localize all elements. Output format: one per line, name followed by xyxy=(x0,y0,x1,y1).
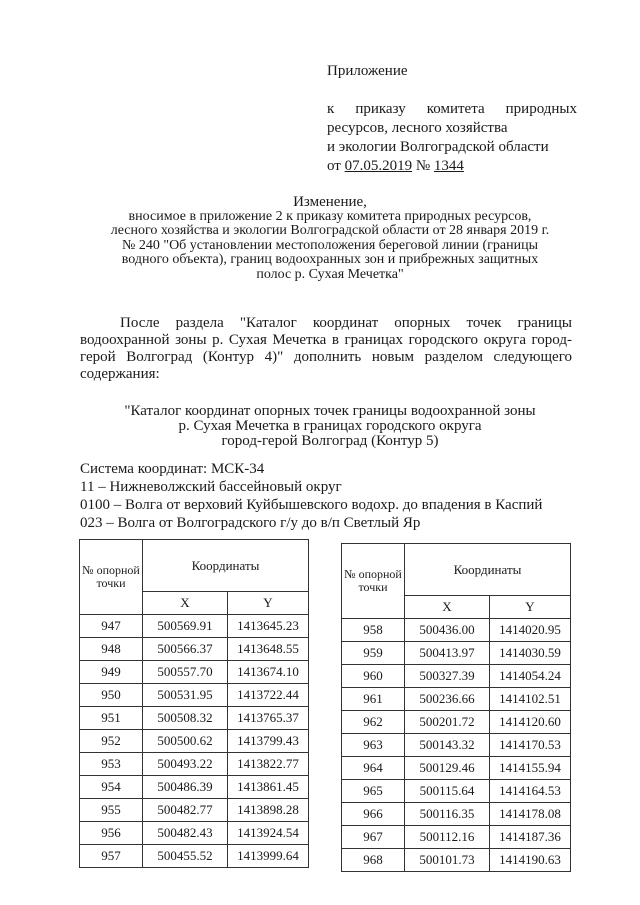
order-date: 07.05.2019 xyxy=(344,158,413,174)
table-row xyxy=(342,849,571,872)
x-coordinate-cell: 500508.32 xyxy=(143,707,228,730)
header-y: Y xyxy=(228,592,309,615)
table-row xyxy=(80,615,309,638)
x-coordinate-cell: 500500.62 xyxy=(143,730,228,753)
point-number-cell: 949 xyxy=(80,661,143,684)
table-row xyxy=(80,684,309,707)
x-coordinate-cell: 500531.95 xyxy=(143,684,228,707)
table-row xyxy=(80,845,309,868)
table-row xyxy=(80,776,309,799)
point-number-cell: 964 xyxy=(342,757,405,780)
table-row xyxy=(80,730,309,753)
table-row xyxy=(342,803,571,826)
point-number-cell: 948 xyxy=(80,638,143,661)
table-row xyxy=(342,826,571,849)
point-number-cell: 953 xyxy=(80,753,143,776)
point-number-cell: 947 xyxy=(80,615,143,638)
system-line-3: 023 – Волга от Волгоградского г/у до в/п Светлый Яр xyxy=(80,515,421,531)
catalog-line-1: р. Сухая Мечетка в границах городского округа xyxy=(178,418,482,434)
point-number-cell: 955 xyxy=(80,799,143,822)
y-coordinate-cell: 1414120.60 xyxy=(490,711,571,734)
catalog-title xyxy=(80,404,580,449)
point-number-cell: 950 xyxy=(80,684,143,707)
y-coordinate-cell: 1414170.53 xyxy=(490,734,571,757)
heading-line-4: водного объекта), границ водоохранных зон и прибрежных защитных xyxy=(121,252,539,267)
table-row xyxy=(342,619,571,642)
y-coordinate-cell: 1414054.24 xyxy=(490,665,571,688)
table-row xyxy=(80,638,309,661)
heading-line-1: вносимое в приложение 2 к приказу комитета природных ресурсов, xyxy=(128,208,532,224)
x-coordinate-cell: 500413.97 xyxy=(405,642,490,665)
x-coordinate-cell: 500236.66 xyxy=(405,688,490,711)
point-number-cell: 958 xyxy=(342,619,405,642)
system-line-0: Система координат: МСК-34 xyxy=(80,461,265,477)
point-number-cell: 960 xyxy=(342,665,405,688)
x-coordinate-cell: 500557.70 xyxy=(143,661,228,684)
header-y: Y xyxy=(490,596,571,619)
x-coordinate-cell: 500115.64 xyxy=(405,780,490,803)
table-row xyxy=(80,707,309,730)
point-number-cell: 961 xyxy=(342,688,405,711)
body-paragraph xyxy=(80,315,572,383)
table-row xyxy=(342,757,571,780)
x-coordinate-cell: 500455.52 xyxy=(143,845,228,868)
point-number-cell: 966 xyxy=(342,803,405,826)
x-coordinate-cell: 500327.39 xyxy=(405,665,490,688)
catalog-line-0: "Каталог координат опорных точек границы водоохранной зоны xyxy=(124,403,536,419)
table-row xyxy=(80,822,309,845)
paragraph-text: После раздела "Каталог координат опорных точек границы водоохранной зоны р. Сухая Мечетка в границах городского округа город-герой Волгоград (Контур 4)" дополнить новым разделом следующего содержания: xyxy=(80,315,572,382)
appendix-date-line xyxy=(327,157,577,176)
point-number-cell: 956 xyxy=(80,822,143,845)
table-row xyxy=(342,642,571,665)
coordinate-system-info xyxy=(80,460,590,532)
header-point-number: № опорной точки xyxy=(342,544,405,619)
heading-line-5: полос р. Сухая Мечетка" xyxy=(256,266,404,282)
system-line-2: 0100 – Волга от верховий Куйбышевского водохр. до впадения в Каспий xyxy=(80,497,543,513)
system-line-1: 11 – Нижневолжский бассейновый округ xyxy=(80,479,342,495)
y-coordinate-cell: 1414164.53 xyxy=(490,780,571,803)
x-coordinate-cell: 500129.46 xyxy=(405,757,490,780)
y-coordinate-cell: 1414190.63 xyxy=(490,849,571,872)
heading-line-2: лесного хозяйства и экологии Волгоградской области от 28 января 2019 г. xyxy=(110,223,550,238)
y-coordinate-cell: 1413645.23 xyxy=(228,615,309,638)
y-coordinate-cell: 1414155.94 xyxy=(490,757,571,780)
heading-line-3: № 240 "Об установлении местоположения береговой линии (границы xyxy=(122,237,538,253)
y-coordinate-cell: 1414030.59 xyxy=(490,642,571,665)
appendix-block xyxy=(327,62,577,176)
y-coordinate-cell: 1413799.43 xyxy=(228,730,309,753)
header-point-number: № опорной точки xyxy=(80,540,143,615)
point-number-cell: 965 xyxy=(342,780,405,803)
y-coordinate-cell: 1413648.55 xyxy=(228,638,309,661)
x-coordinate-cell: 500482.43 xyxy=(143,822,228,845)
table-row xyxy=(342,711,571,734)
order-number: 1344 xyxy=(433,158,464,174)
point-number-cell: 957 xyxy=(80,845,143,868)
y-coordinate-cell: 1413765.37 xyxy=(228,707,309,730)
y-coordinate-cell: 1414178.08 xyxy=(490,803,571,826)
table-row xyxy=(80,799,309,822)
table-row xyxy=(342,780,571,803)
table-row xyxy=(342,665,571,688)
table-row xyxy=(342,734,571,757)
y-coordinate-cell: 1414102.51 xyxy=(490,688,571,711)
point-number-cell: 959 xyxy=(342,642,405,665)
change-heading xyxy=(80,195,580,282)
y-coordinate-cell: 1413999.64 xyxy=(228,845,309,868)
header-x: X xyxy=(405,596,490,619)
y-coordinate-cell: 1413822.77 xyxy=(228,753,309,776)
coordinates-table-right xyxy=(341,543,571,872)
x-coordinate-cell: 500101.73 xyxy=(405,849,490,872)
point-number-cell: 952 xyxy=(80,730,143,753)
table-body xyxy=(342,619,571,872)
point-number-cell: 951 xyxy=(80,707,143,730)
table-row xyxy=(80,661,309,684)
x-coordinate-cell: 500436.00 xyxy=(405,619,490,642)
x-coordinate-cell: 500143.32 xyxy=(405,734,490,757)
header-coordinates: Координаты xyxy=(405,544,571,596)
appendix-line-1: к приказу комитета природных xyxy=(327,101,577,117)
x-coordinate-cell: 500486.39 xyxy=(143,776,228,799)
point-number-cell: 954 xyxy=(80,776,143,799)
y-coordinate-cell: 1413924.54 xyxy=(228,822,309,845)
x-coordinate-cell: 500112.16 xyxy=(405,826,490,849)
table-row xyxy=(80,753,309,776)
point-number-cell: 963 xyxy=(342,734,405,757)
x-coordinate-cell: 500482.77 xyxy=(143,799,228,822)
point-number-cell: 967 xyxy=(342,826,405,849)
point-number-cell: 968 xyxy=(342,849,405,872)
date-prefix: от xyxy=(327,158,345,174)
x-coordinate-cell: 500201.72 xyxy=(405,711,490,734)
y-coordinate-cell: 1413861.45 xyxy=(228,776,309,799)
appendix-line-3: и экологии Волгоградской области xyxy=(327,139,549,155)
point-number-cell: 962 xyxy=(342,711,405,734)
coordinates-table-left xyxy=(79,539,309,868)
y-coordinate-cell: 1414020.95 xyxy=(490,619,571,642)
table-body xyxy=(80,615,309,868)
appendix-title: Приложение xyxy=(327,63,408,79)
number-prefix: № xyxy=(412,158,434,174)
heading-line-0: Изменение, xyxy=(293,194,367,210)
y-coordinate-cell: 1413674.10 xyxy=(228,661,309,684)
y-coordinate-cell: 1413898.28 xyxy=(228,799,309,822)
table-row xyxy=(342,688,571,711)
x-coordinate-cell: 500493.22 xyxy=(143,753,228,776)
y-coordinate-cell: 1413722.44 xyxy=(228,684,309,707)
appendix-line-2: ресурсов, лесного хозяйства xyxy=(327,120,508,136)
y-coordinate-cell: 1414187.36 xyxy=(490,826,571,849)
header-x: X xyxy=(143,592,228,615)
x-coordinate-cell: 500566.37 xyxy=(143,638,228,661)
x-coordinate-cell: 500116.35 xyxy=(405,803,490,826)
header-coordinates: Координаты xyxy=(143,540,309,592)
catalog-line-2: город-герой Волгоград (Контур 5) xyxy=(221,433,439,449)
x-coordinate-cell: 500569.91 xyxy=(143,615,228,638)
